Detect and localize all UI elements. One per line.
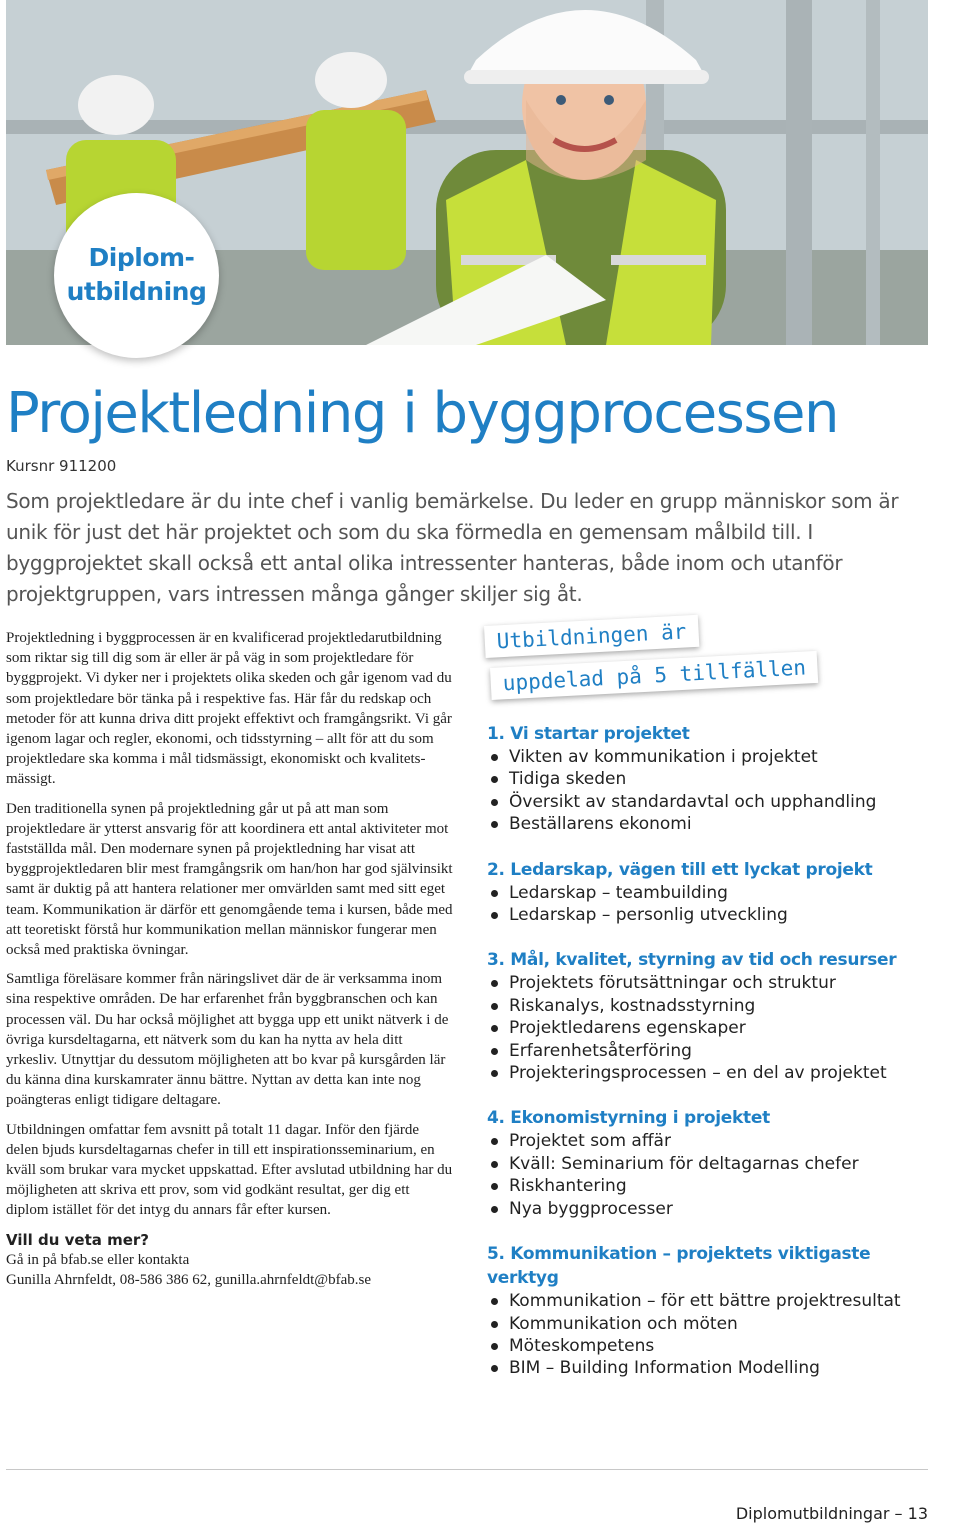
list-item: Projektet som affär bbox=[487, 1130, 927, 1152]
module-4 bbox=[487, 1106, 927, 1220]
body-paragraph: Den traditionella synen på projektledning går ut på att man som projektledare är ytterst ansvarig för att koordinera ett antal aktiviteter mot fastställda mål. Den modernare synen på projektledning har visat att byggprojektledaren blir mest framgångsrik om han/hon har god självinsikt samt är duktig på att hantera relationer mer omvärlden samt med sitt eget team. Kommunikation är därför ett genomgående tema i kursen, både med att teoretiskt förstå hur kommunikation mellan människor fungerar men också med praktiska övningar. bbox=[6, 800, 453, 959]
module-title: 4. Ekonomistyrning i projektet bbox=[487, 1108, 770, 1129]
badge-line-2: utbildning bbox=[66, 277, 207, 306]
list-item: Nya byggprocesser bbox=[487, 1198, 927, 1220]
list-item: Vikten av kommunikation i projektet bbox=[487, 746, 927, 768]
footer-divider bbox=[6, 1469, 928, 1470]
body-paragraph: Samtliga föreläsare kommer från näringslivet där de är verksamma inom sina respektive områden. De har erfarenhet från byggbranschen och kan processen väl. Du har också möjlighet att bygga upp ett unikt nätverk i de övriga kursdeltagarna, ett nätverk som du kan ha nytta av hela ditt yrkesliv. Utnyttjar du dessutom möjligheten att bo kvar på kursgården lär du känna dina kurskamrater ännu bättre. Nyttan av detta kan inte nog poängteras enligt tidigare deltagare. bbox=[6, 971, 449, 1109]
page-footer: Diplomutbildningar – 13 bbox=[735, 1504, 928, 1523]
page-title: Projektledning i byggprocessen bbox=[6, 381, 838, 446]
list-item: Riskanalys, kostnadsstyrning bbox=[487, 995, 927, 1017]
list-item: Möteskompetens bbox=[487, 1335, 927, 1357]
module-title: 3. Mål, kvalitet, styrning av tid och resurser bbox=[487, 950, 897, 971]
diploma-badge bbox=[54, 193, 219, 358]
module-1 bbox=[487, 722, 927, 836]
list-item: Projektledarens egenskaper bbox=[487, 1017, 927, 1039]
list-item: Översikt av standardavtal och upphandling bbox=[487, 791, 927, 813]
list-item: BIM – Building Information Modelling bbox=[487, 1357, 927, 1379]
banner-line-1: Utbildningen är bbox=[484, 615, 699, 658]
body-paragraph: Projektledning i byggprocessen är en kvalificerad projektledarutbildning som riktar sig till dig som är eller är på väg in som projektledare för byggprojekt. Vi dyker ner i projektets olika skeden och går igenom vad du som projektledare bör tänka på i respektive fas. Här får du redskap och metoder för att kunna driva ditt projekt effektivt och framgångsrikt. Vi går igenom lagar och regler, ekonomi, och tidsstyrning – allt för att du som projektledare ska komma i mål tidsmässigt, ekonomiskt och kvalitetsmässigt. bbox=[6, 630, 452, 788]
sessions-banner bbox=[478, 619, 807, 710]
list-item: Ledarskap – teambuilding bbox=[487, 882, 927, 904]
list-item: Beställarens ekonomi bbox=[487, 813, 927, 835]
module-3 bbox=[487, 948, 927, 1084]
banner-line-2: uppdelad på 5 tillfällen bbox=[490, 651, 819, 700]
module-title: 5. Kommunikation – projektets viktigaste verktyg bbox=[487, 1244, 871, 1289]
list-item: Tidiga skeden bbox=[487, 768, 927, 790]
module-2 bbox=[487, 858, 927, 927]
list-item: Kommunikation och möten bbox=[487, 1313, 927, 1335]
module-title: 1. Vi startar projektet bbox=[487, 724, 690, 744]
badge-line-1: Diplom- bbox=[88, 243, 195, 272]
list-item: Projektets förutsättningar och struktur bbox=[487, 972, 927, 994]
list-item: Erfarenhetsåterföring bbox=[487, 1040, 927, 1062]
contact-line: Gå in på bfab.se eller kontakta bbox=[6, 1251, 190, 1268]
contact-details: Gunilla Ahrnfeldt, 08-586 386 62, gunilla.ahrnfeldt@bfab.se bbox=[6, 1272, 371, 1289]
list-item: Kommunikation – för ett bättre projektresultat bbox=[487, 1290, 927, 1312]
body-column bbox=[6, 628, 454, 1290]
module-title: 2. Ledarskap, vägen till ett lyckat projekt bbox=[487, 859, 873, 880]
list-item: Ledarskap – personlig utveckling bbox=[487, 904, 927, 926]
list-item: Riskhantering bbox=[487, 1175, 927, 1197]
course-number: Kursnr 911200 bbox=[6, 457, 117, 475]
list-item: Projekteringsprocessen – en del av projektet bbox=[487, 1062, 927, 1084]
contact-question: Vill du veta mer? bbox=[6, 1230, 149, 1249]
module-list bbox=[487, 722, 927, 1402]
lead-paragraph: Som projektledare är du inte chef i vanlig bemärkelse. Du leder en grupp människor som är unik för just det här projektet och som du ska förmedla en gemensam målbild till. I byggprojektet skall också ett antal olika intressenter hanteras, både inom och utanför projektgruppen, vars intressen många gånger skiljer sig åt. bbox=[6, 489, 899, 606]
body-paragraph: Utbildningen omfattar fem avsnitt på totalt 11 dagar. Inför den fjärde delen bjuds kursdeltagarnas chefer in till ett inspirationsseminarium, en kväll som brukar vara mycket uppskattad. Efter avslutad utbildning har du möjligheten att skriva ett prov, som vid godkänt resultat, ger dig ett diplom istället för det intyg du annars får efter kursen. bbox=[6, 1121, 453, 1219]
list-item: Kväll: Seminarium för deltagarnas chefer bbox=[487, 1153, 927, 1175]
module-5 bbox=[487, 1242, 927, 1380]
